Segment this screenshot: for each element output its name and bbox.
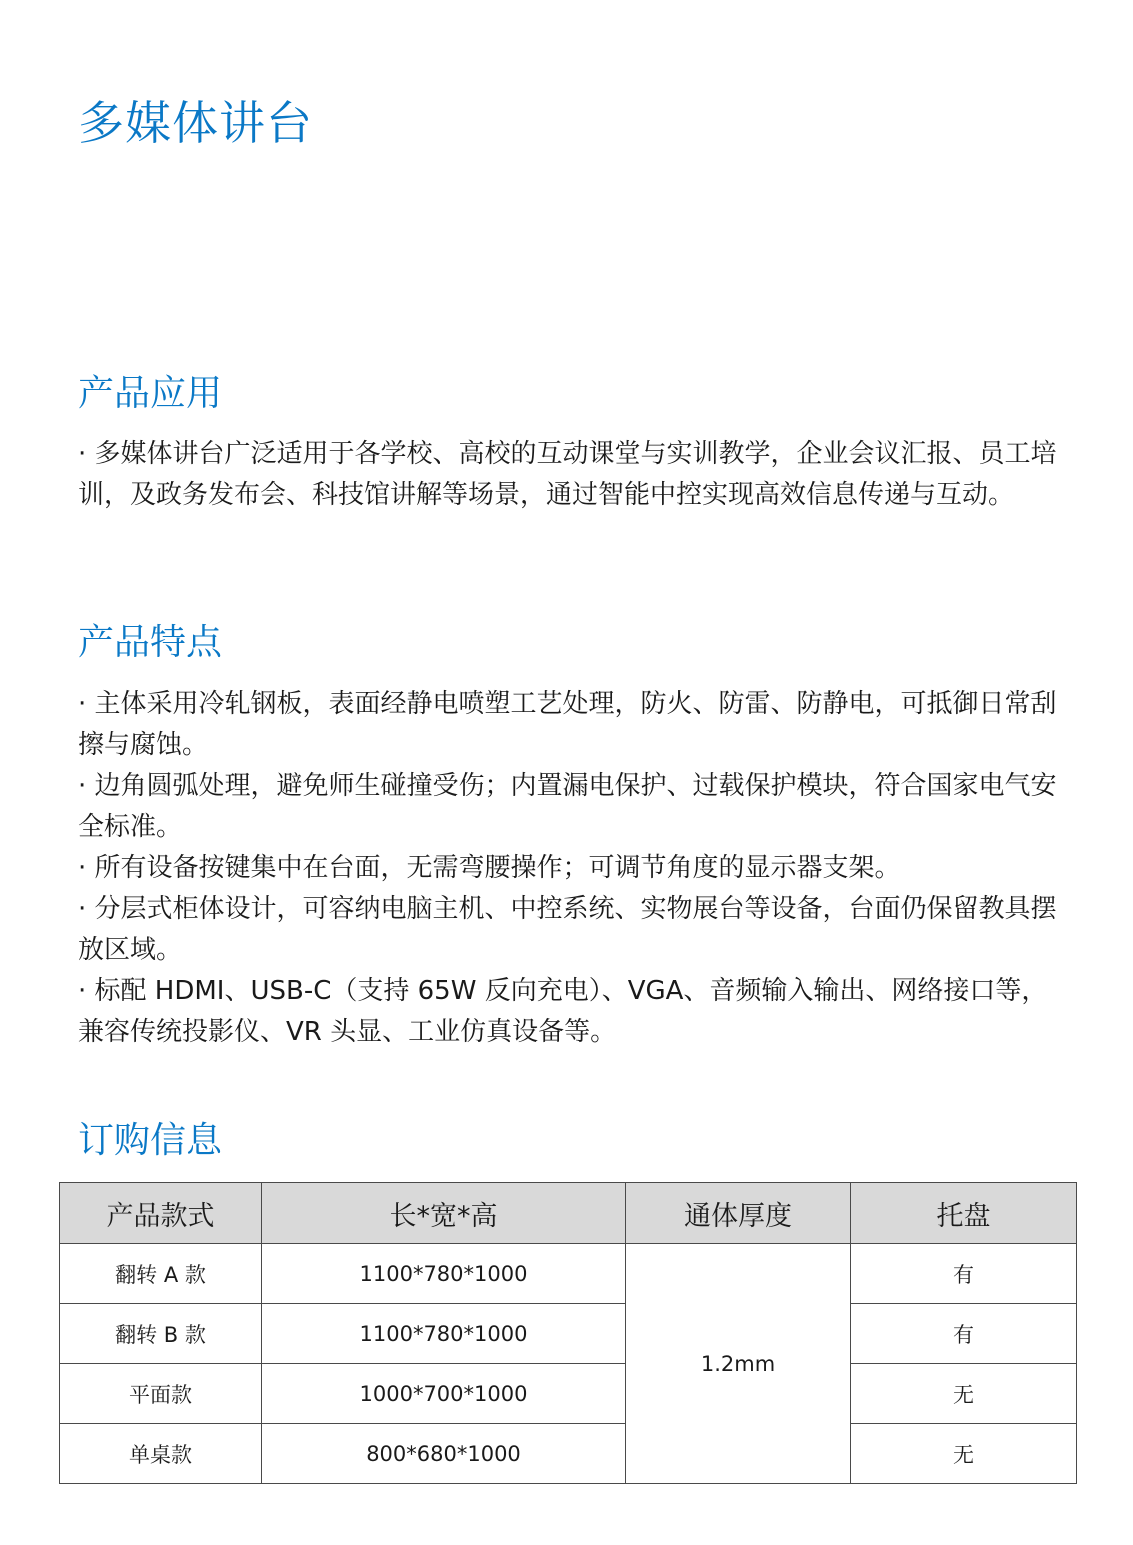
cell-tray: 无 bbox=[851, 1364, 1077, 1424]
cell-model: 单桌款 bbox=[60, 1424, 262, 1484]
cell-tray: 有 bbox=[851, 1304, 1077, 1364]
table-row bbox=[60, 1244, 1077, 1304]
features-list bbox=[78, 684, 1068, 1053]
table-header-row bbox=[60, 1183, 1077, 1244]
feature-item: · 边角圆弧处理，避免师生碰撞受伤；内置漏电保护、过载保护模块，符合国家电气安全标准。 bbox=[78, 766, 1068, 848]
cell-thickness: 1.2mm bbox=[626, 1244, 851, 1484]
table-row bbox=[60, 1364, 1077, 1424]
column-header-thickness: 通体厚度 bbox=[626, 1183, 851, 1244]
cell-dimensions: 1100*780*1000 bbox=[262, 1244, 626, 1304]
features-heading: 产品特点 bbox=[78, 622, 223, 663]
application-text bbox=[78, 434, 1068, 516]
application-paragraph: · 多媒体讲台广泛适用于各学校、高校的互动课堂与实训教学，企业会议汇报、员工培训，及政务发布会、科技馆讲解等场景，通过智能中控实现高效信息传递与互动。 bbox=[78, 434, 1068, 516]
page-title: 多媒体讲台 bbox=[78, 96, 313, 150]
order-table bbox=[59, 1182, 1077, 1484]
cell-model: 平面款 bbox=[60, 1364, 262, 1424]
feature-item: · 分层式柜体设计，可容纳电脑主机、中控系统、实物展台等设备，台面仍保留教具摆放区域。 bbox=[78, 889, 1068, 971]
feature-item: · 标配 HDMI、USB-C（支持 65W 反向充电）、VGA、音频输入输出、网络接口等，兼容传统投影仪、VR 头显、工业仿真设备等。 bbox=[78, 971, 1068, 1053]
cell-dimensions: 1000*700*1000 bbox=[262, 1364, 626, 1424]
cell-tray: 有 bbox=[851, 1244, 1077, 1304]
column-header-model: 产品款式 bbox=[60, 1183, 262, 1244]
cell-tray: 无 bbox=[851, 1424, 1077, 1484]
cell-dimensions: 800*680*1000 bbox=[262, 1424, 626, 1484]
ordering-heading: 订购信息 bbox=[78, 1120, 223, 1161]
table-row bbox=[60, 1304, 1077, 1364]
cell-model: 翻转 A 款 bbox=[60, 1244, 262, 1304]
application-heading: 产品应用 bbox=[78, 373, 223, 414]
table-row bbox=[60, 1424, 1077, 1484]
cell-dimensions: 1100*780*1000 bbox=[262, 1304, 626, 1364]
column-header-tray: 托盘 bbox=[851, 1183, 1077, 1244]
feature-item: · 主体采用冷轧钢板，表面经静电喷塑工艺处理，防火、防雷、防静电，可抵御日常刮擦与腐蚀。 bbox=[78, 684, 1068, 766]
cell-model: 翻转 B 款 bbox=[60, 1304, 262, 1364]
column-header-dimensions: 长*宽*高 bbox=[262, 1183, 626, 1244]
feature-item: · 所有设备按键集中在台面，无需弯腰操作；可调节角度的显示器支架。 bbox=[78, 848, 1068, 889]
